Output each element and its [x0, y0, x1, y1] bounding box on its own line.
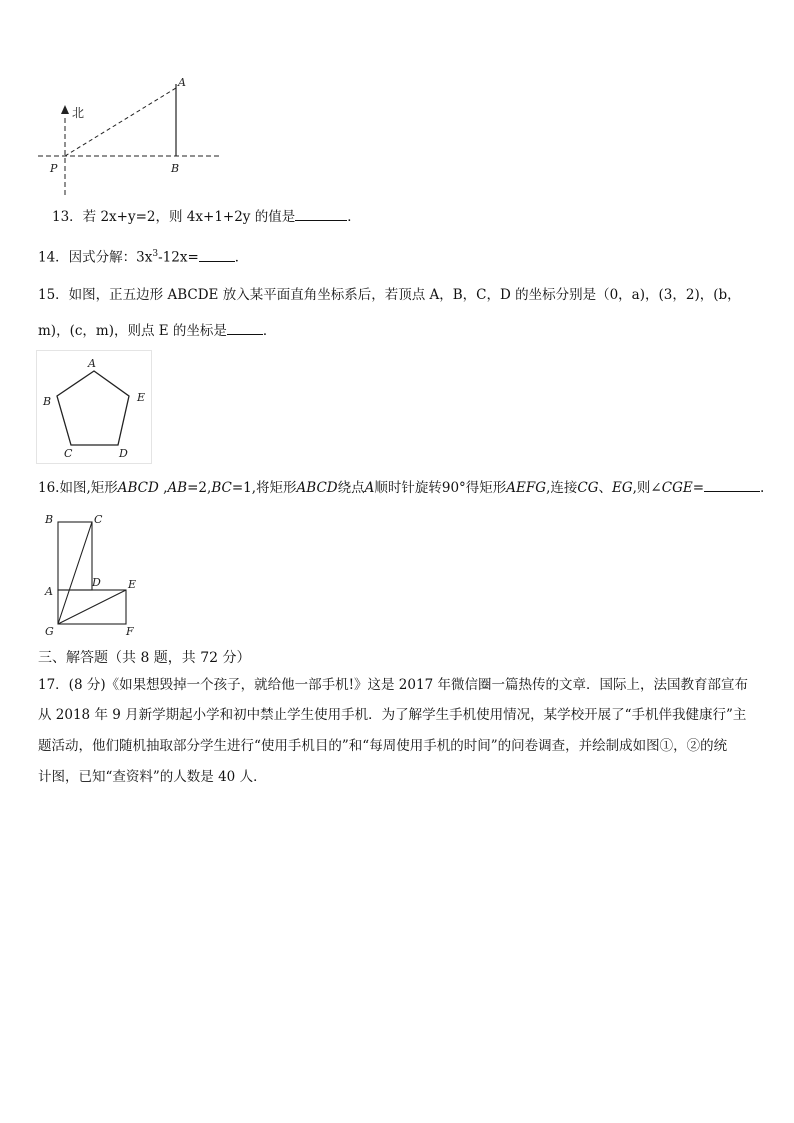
question-17-line2 — [38, 706, 746, 724]
label-e: E — [128, 578, 137, 591]
q16-text: 16.如图,矩形 — [38, 480, 118, 496]
question-13 — [52, 208, 361, 226]
label-b: B — [43, 395, 52, 408]
question-14 — [38, 245, 248, 267]
q15-line2: m)，(c，m)，则点 E 的坐标是 — [38, 323, 227, 339]
q16-text: ,连接 — [546, 480, 578, 496]
figure-compass — [30, 72, 230, 202]
q15-line1: 15．如图，正五边形 ABCDE 放入某平面直角坐标系后，若顶点 A，B，C，D 的坐标分别是（0，a)，(3，2)，(b， — [38, 287, 741, 303]
q16-text: ,则∠ — [632, 480, 662, 496]
figure-pentagon — [36, 350, 152, 464]
label-d: D — [92, 576, 101, 589]
q13-text: 13．若 2x+y=2，则 4x+1+2y 的值是 — [52, 209, 296, 225]
q16-text: = — [692, 480, 705, 496]
question-17-line1 — [38, 676, 748, 694]
q14-suffix: -12x= — [158, 249, 199, 266]
q16-var: ABCD — [117, 480, 159, 496]
q14-prefix: 14．因式分解：3x — [38, 249, 153, 266]
q17-line1: 17．(8 分)《如果想毁掉一个孩子，就给他一部手机!》这是 2017 年微信圈一篇热传的文章．国际上，法国教育部宣布 — [38, 677, 748, 693]
north-label: 北 — [72, 106, 85, 120]
q16-var: ABCD — [296, 480, 338, 496]
label-d: D — [119, 447, 128, 460]
question-17-line4 — [38, 768, 267, 786]
q14-end: ． — [234, 249, 249, 266]
q17-line2: 从 2018 年 9 月新学期起小学和初中禁止学生使用手机．为了解学生手机使用情况，某学校开展了“手机伴我健康行”主 — [38, 707, 747, 723]
q16-text: , — [158, 480, 168, 496]
q17-line4: 计图，已知“查资料”的人数是 40 人． — [38, 769, 267, 785]
q16-var: CGE — [661, 480, 693, 496]
label-g: G — [45, 625, 54, 638]
q16-text: =2, — [187, 480, 212, 496]
answer-blank — [295, 208, 347, 221]
q14-exponent: 3 — [152, 249, 159, 259]
q16-var: EG — [611, 480, 633, 496]
q17-line3: 题活动，他们随机抽取部分学生进行“使用手机目的”和“每周使用手机的时间”的问卷调查，并绘制成如图①，②的统 — [38, 738, 728, 754]
q16-text: 绕点 — [337, 480, 365, 496]
answer-blank — [199, 249, 235, 262]
q16-text: =1,将矩形 — [231, 480, 297, 496]
q16-var: BC — [211, 480, 232, 496]
q16-text: 顺时针旋转90°得矩形 — [374, 480, 507, 496]
question-16 — [38, 479, 764, 497]
section-3-title — [38, 649, 251, 667]
label-b: B — [45, 513, 54, 526]
q15-end: ． — [262, 323, 277, 339]
q16-var: AB — [167, 480, 188, 496]
north-arrow-icon — [61, 105, 69, 114]
label-f: F — [126, 625, 134, 638]
label-b: B — [171, 162, 180, 175]
question-17-line3 — [38, 737, 727, 755]
q16-end: . — [760, 480, 765, 496]
label-e: E — [137, 391, 146, 404]
label-p: P — [50, 162, 58, 175]
label-c: C — [64, 447, 73, 460]
label-a: A — [45, 585, 53, 598]
q16-var: A — [364, 480, 375, 496]
q13-end: ． — [347, 209, 361, 225]
section-3-title-text: 三、解答题（共 8 题，共 72 分） — [38, 650, 251, 666]
q16-text: 、 — [598, 480, 612, 496]
answer-blank — [704, 479, 760, 492]
question-15-line1 — [38, 286, 741, 304]
q16-var: CG — [577, 480, 599, 496]
label-a: A — [178, 76, 186, 89]
figure-rectangle-rotation — [38, 508, 148, 640]
label-a: A — [88, 357, 96, 370]
q16-var: AEFG — [506, 480, 547, 496]
answer-blank — [227, 322, 263, 335]
label-c: C — [94, 513, 103, 526]
question-15-line2 — [38, 322, 276, 340]
